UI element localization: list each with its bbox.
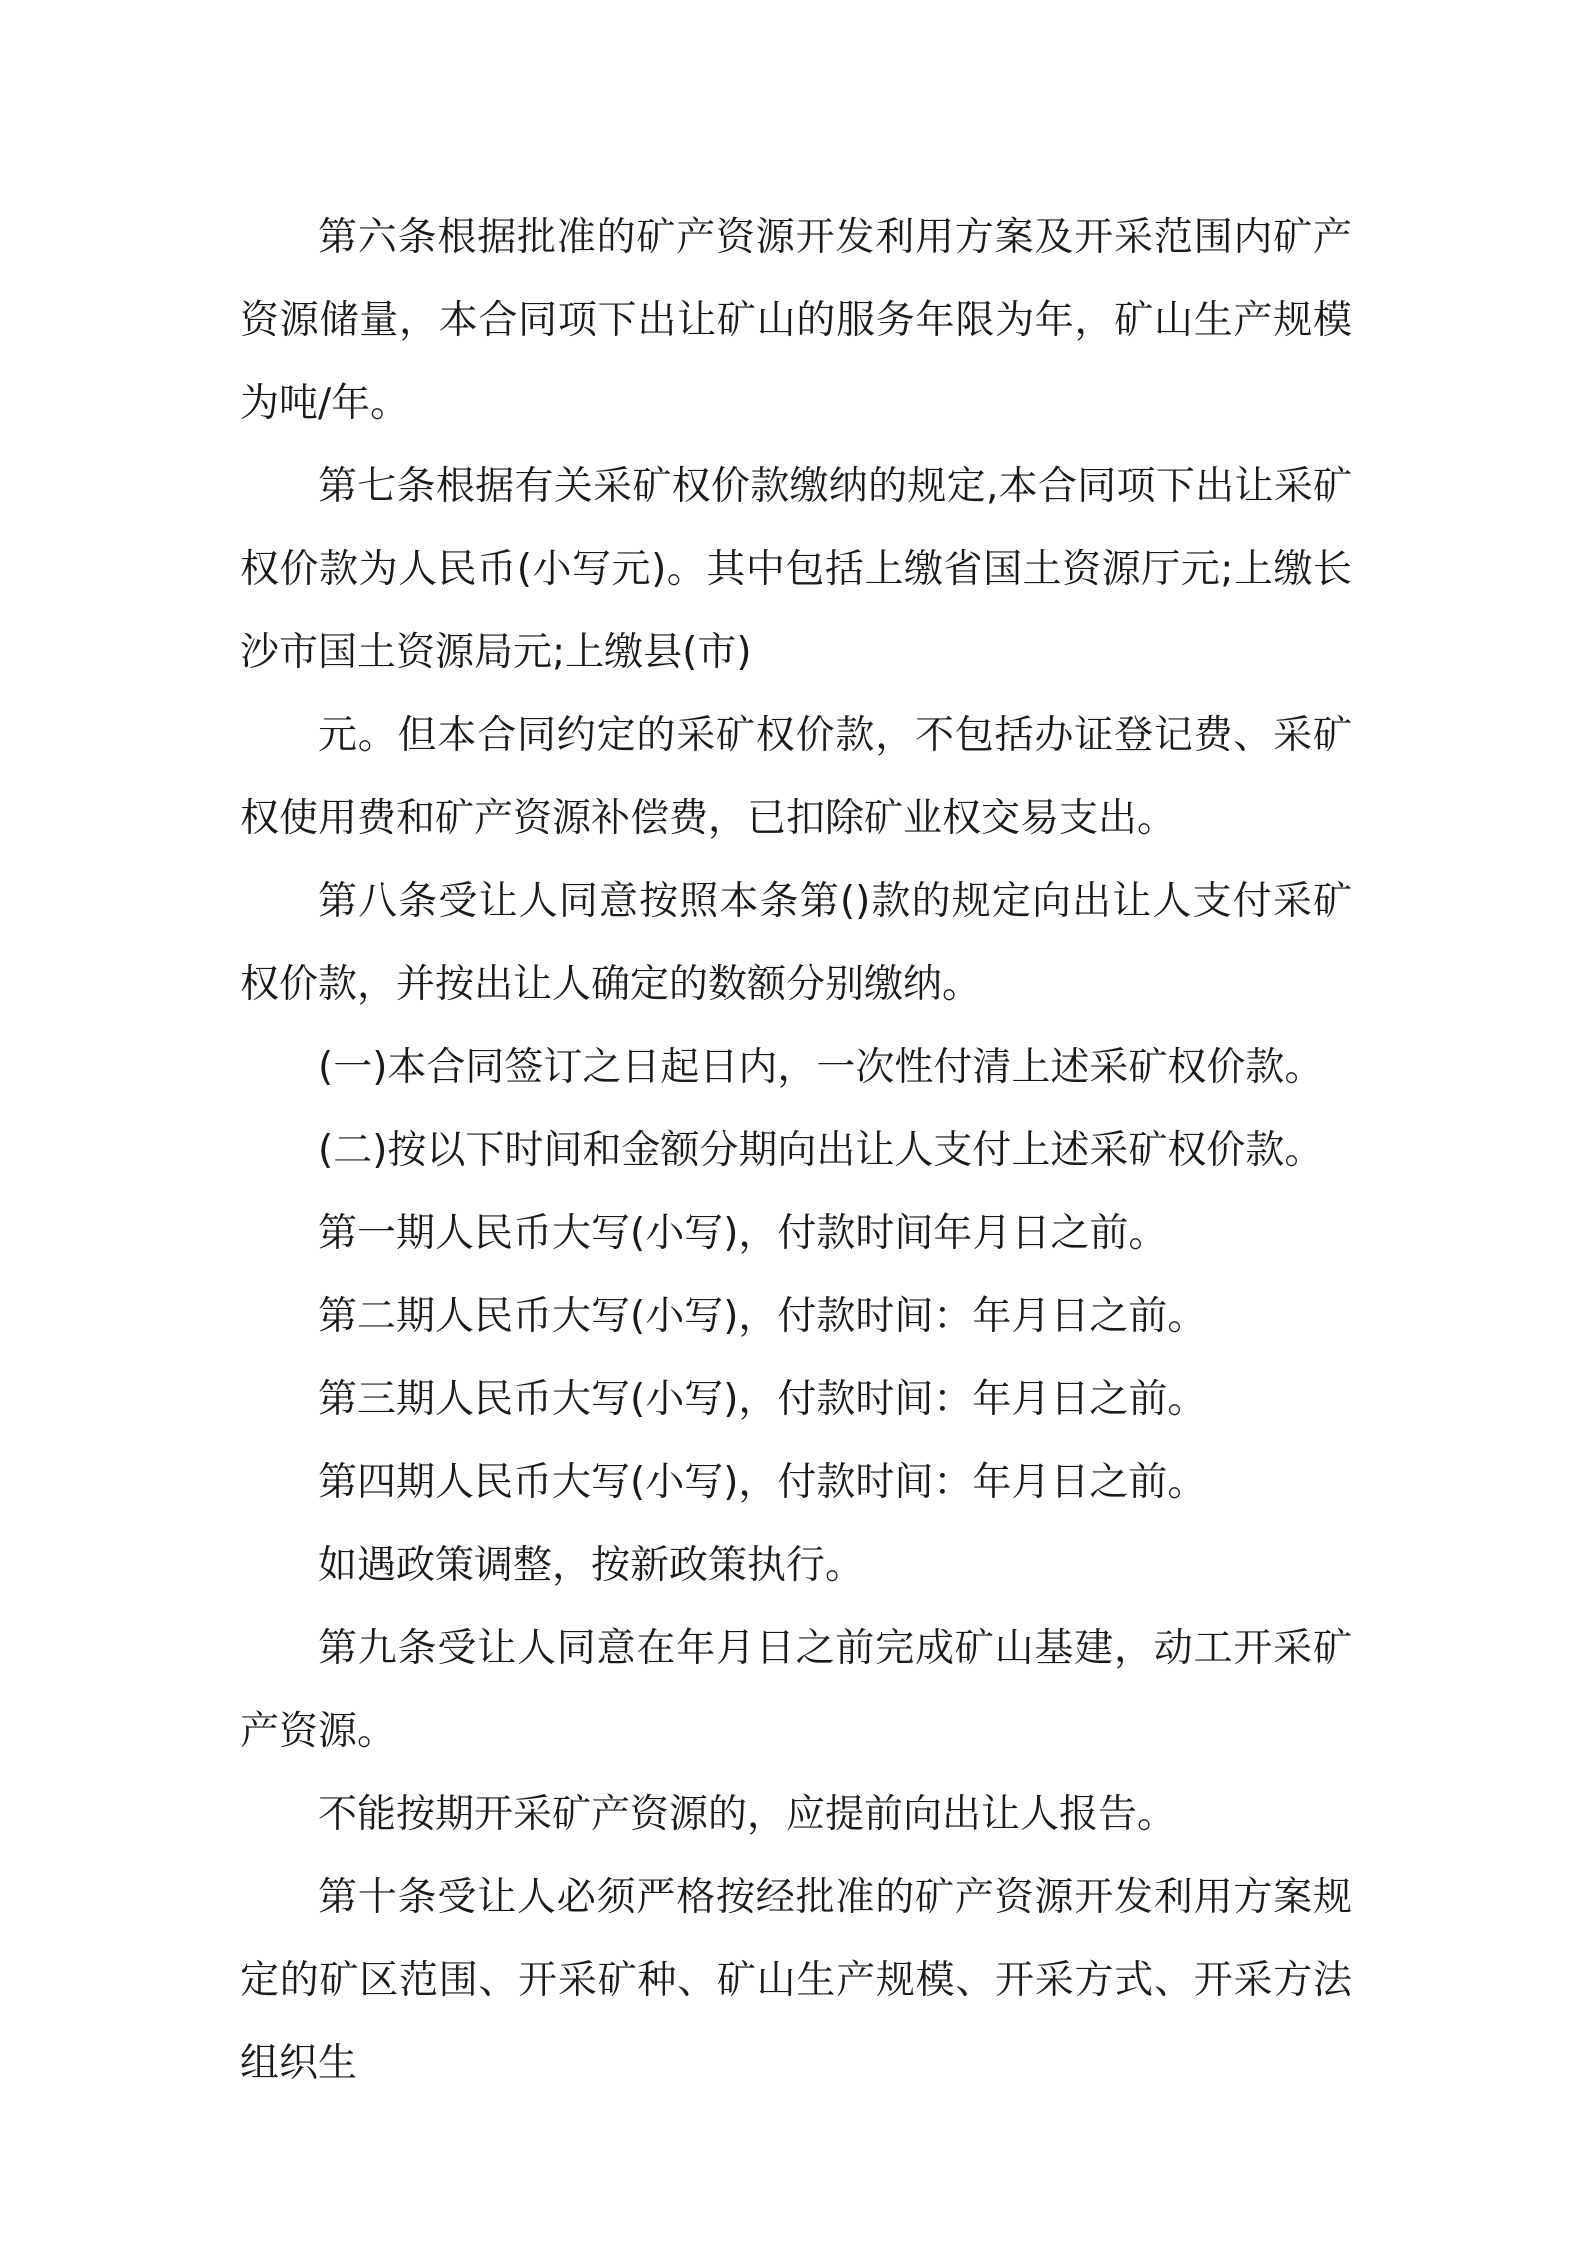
paragraph-article-8-item-2: (二)按以下时间和金额分期向出让人支付上述采矿权价款。 [318, 1128, 1324, 1173]
paragraph-installment-3: 第三期人民币大写(小写)，付款时间：年月日之前。 [318, 1377, 1207, 1422]
paragraph-article-10: 第十条受让人必须严格按经批准的矿产资源开发利用方案规定的矿区范围、开采矿种、矿山生产规模、开采方式、开采方法组织生 [240, 1875, 1352, 2086]
paragraph-article-7-continued: 元。但本合同约定的采矿权价款，不包括办证登记费、采矿权使用费和矿产资源补偿费，已扣除矿业权交易支出。 [240, 713, 1352, 841]
paragraph-article-8: 第八条受让人同意按照本条第()款的规定向出让人支付采矿权价款，并按出让人确定的数额分别缴纳。 [240, 879, 1352, 1007]
paragraph-installment-1: 第一期人民币大写(小写)，付款时间年月日之前。 [318, 1211, 1168, 1256]
paragraph-article-7: 第七条根据有关采矿权价款缴纳的规定,本合同项下出让采矿权价款为人民币(小写元)。其中包括上缴省国土资源厅元;上缴长沙市国土资源局元;上缴县(市) [240, 464, 1352, 675]
paragraph-installment-4: 第四期人民币大写(小写)，付款时间：年月日之前。 [318, 1460, 1207, 1505]
paragraph-article-9-note: 不能按期开采矿产资源的，应提前向出让人报告。 [318, 1792, 1177, 1837]
paragraph-installment-2: 第二期人民币大写(小写)，付款时间：年月日之前。 [318, 1294, 1207, 1339]
paragraph-policy-adjustment: 如遇政策调整，按新政策执行。 [318, 1543, 865, 1588]
paragraph-article-8-item-1: (一)本合同签订之日起日内，一次性付清上述采矿权价款。 [318, 1045, 1324, 1090]
document-body [240, 196, 1352, 2105]
paragraph-article-9: 第九条受让人同意在年月日之前完成矿山基建，动工开采矿产资源。 [240, 1626, 1352, 1754]
paragraph-article-6: 第六条根据批准的矿产资源开发利用方案及开采范围内矿产资源储量，本合同项下出让矿山的服务年限为年，矿山生产规模为吨/年。 [240, 215, 1352, 426]
